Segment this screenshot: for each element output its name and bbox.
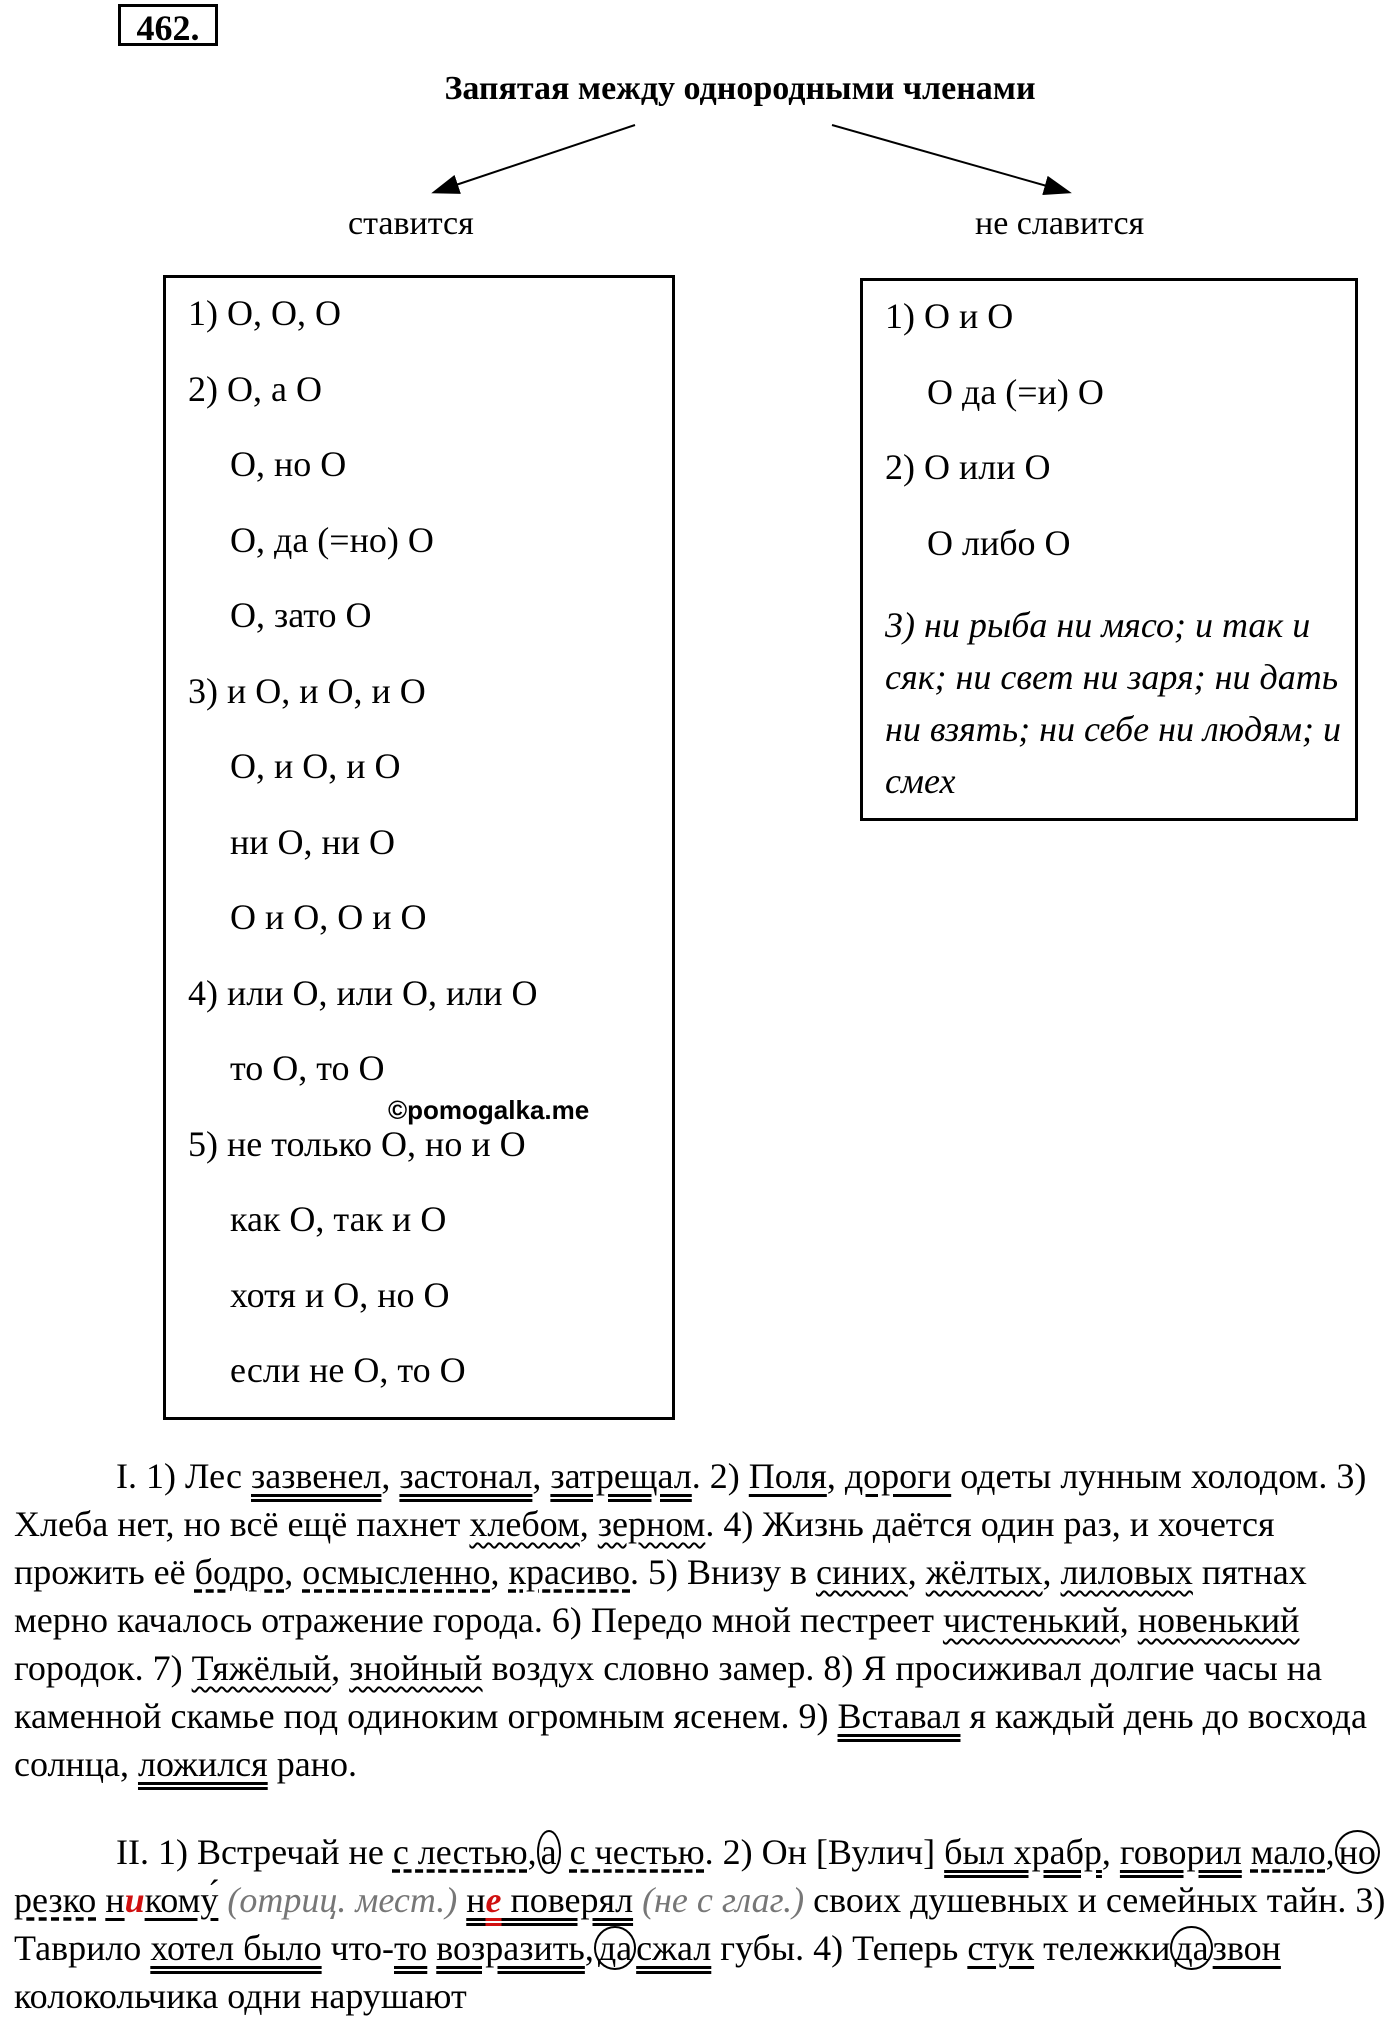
text-segment: одеты лунным холодом. 3) Хлеба нет, но всё ещё пахнет [14,1456,1367,1544]
text-segment: Вставал [837,1696,961,1736]
text-segment: пятнах мерно качалось отражение города. 6) Передо мной пестреет [14,1552,1307,1640]
text-segment: зазвенел [251,1456,382,1496]
arrow-right [832,125,1068,192]
scheme-row: О, да (=но) О [230,519,434,560]
text-segment: , [527,1832,537,1872]
scheme-row: то О, то О [230,1048,385,1088]
scheme-row: 1) О и О [885,296,1014,336]
text-segment: , [1101,1832,1120,1872]
text-segment: . 2) [691,1456,749,1496]
text-segment [427,1928,436,1968]
text-segment: жёлтых [925,1552,1043,1592]
text-segment: , [584,1928,594,1968]
scheme-row: О да (=и) О [927,371,1104,412]
text-segment [561,1832,570,1872]
text-segment: застонал [399,1456,533,1496]
text-segment: , [1325,1832,1335,1872]
label-comma-used: ставится [348,205,474,242]
label-comma-not-used: не славится [975,205,1145,242]
scheme-row: 1) О, О, О [188,293,341,333]
text-segment: II. 1) Встречай не [116,1832,393,1872]
text-segment: стук [967,1928,1035,1968]
watermark: ©pomogalka.me [388,1095,590,1125]
text-segment: то [394,1928,428,1968]
text-segment: что [321,1928,382,1968]
text-segment: да [1170,1926,1212,1970]
text-segment: , [826,1456,845,1496]
text-segment: воздух словно замер. 8) Я просиживал долгие часы на каменной скамье под одиноким огромным ясенем. 9) [14,1648,1323,1736]
text-segment: и [124,1880,145,1920]
arrow-left [435,125,635,192]
text-segment: но [1335,1830,1380,1874]
text-segment: лиловых [1060,1552,1193,1592]
text-segment: да [594,1926,636,1970]
text-segment: . 5) Внизу в [630,1552,816,1592]
text-segment: затрещал [550,1456,692,1496]
text-segment: синих [816,1552,908,1592]
text-segment: колокольчика одни нарушают [14,1976,467,2016]
text-segment: с честью [569,1832,705,1872]
text-segment: резко [14,1880,97,1920]
text-segment: н [466,1880,486,1920]
scheme-row: как О, так и О [230,1199,447,1239]
text-segment [96,1880,105,1920]
text-segment: тележки [1034,1928,1171,1968]
text-segment: хлебом [469,1504,580,1544]
text-segment: Поля [748,1456,827,1496]
text-segment: красиво [508,1552,630,1592]
text-segment: а [537,1830,561,1874]
scheme-row: 2) О, а О [188,368,322,409]
text-segment: зерном [597,1504,706,1544]
text-segment [457,1880,466,1920]
text-segment: , [532,1456,551,1496]
text-segment: , [1119,1600,1138,1640]
exercise-part-2 [14,1828,1394,2020]
scheme-row: О, но О [230,444,347,484]
text-segment: поверял [501,1880,634,1920]
text-segment: был храбр [944,1832,1102,1872]
scheme-row: 2) О или О [885,447,1051,487]
text-segment: . 4) Жизнь даётся один раз, и хочется прожить её [14,1504,1275,1592]
scheme-row: О либо О [927,522,1071,563]
text-segment: (отриц. мест.) [227,1880,458,1920]
scheme-row: О, и О, и О [230,746,401,786]
text-segment: дороги [844,1456,952,1496]
text-segment: говорил [1119,1832,1242,1872]
idioms-list: 3) ни рыба ни мясо; и так и сяк; ни свет ни заря; ни дать ни взять; ни себе ни людям; и смех [885,605,1341,801]
text-segment: мало [1250,1832,1326,1872]
text-segment: , [490,1552,509,1592]
text-segment: (не с глаг.) [642,1880,805,1920]
text-segment: с лестью [392,1832,528,1872]
text-segment: новенький [1137,1600,1300,1640]
text-segment: , [331,1648,350,1688]
text-segment: возразить [436,1928,585,1968]
scheme-arrows [0,0,1400,240]
text-segment: , [907,1552,926,1592]
text-segment: , [579,1504,598,1544]
text-segment: , [381,1456,400,1496]
text-segment [633,1880,642,1920]
text-segment: . 2) Он [Вулич] [704,1832,945,1872]
text-segment: , [284,1552,303,1592]
scheme-row: хотя и О, но О [230,1274,450,1315]
scheme-row: 4) или О, или О, или О [188,972,538,1013]
text-segment: знойный [349,1648,483,1688]
text-segment: чистенький [942,1600,1120,1640]
text-segment: Тяжёлый [191,1648,332,1688]
text-segment: , [1042,1552,1061,1592]
comma-used-box [163,275,675,1420]
text-segment [1242,1832,1251,1872]
scheme-row: 5) не только О, но и О [188,1123,526,1164]
text-segment: е [485,1880,502,1920]
scheme-row: если не О, то О [230,1350,466,1390]
text-segment: своих душевных и семейных тайн. 3) Таврило [14,1880,1386,1968]
text-segment: ложился [137,1744,268,1784]
scheme-row: 3) и О, и О, и О [188,670,426,711]
exercise-part-1 [14,1452,1394,1788]
exercise-number: 462. [118,4,218,46]
scheme-row: О, зато О [230,595,372,635]
text-segment: хотел было [150,1928,322,1968]
text-segment: н [105,1880,125,1920]
text-segment: я каждый день до восхода солнца, [14,1696,1367,1784]
scheme-row: О и О, О и О [230,897,427,937]
text-segment: рано. [267,1744,357,1784]
text-segment: I. 1) Лес [116,1456,251,1496]
text-segment: губы. 4) Теперь [711,1928,968,1968]
scheme-title: Запятая между однородными членами [444,70,1036,107]
scheme-row: ни О, ни О [230,821,396,862]
text-segment: бодро [194,1552,285,1592]
comma-not-used-box [860,278,1358,821]
text-segment: сжал [636,1928,712,1968]
text-segment: звон [1212,1928,1281,1968]
text-segment: осмысленно [302,1552,491,1592]
text-segment: кому́ [144,1880,219,1920]
text-segment: - [382,1928,394,1968]
text-segment: городок. 7) [14,1648,192,1688]
